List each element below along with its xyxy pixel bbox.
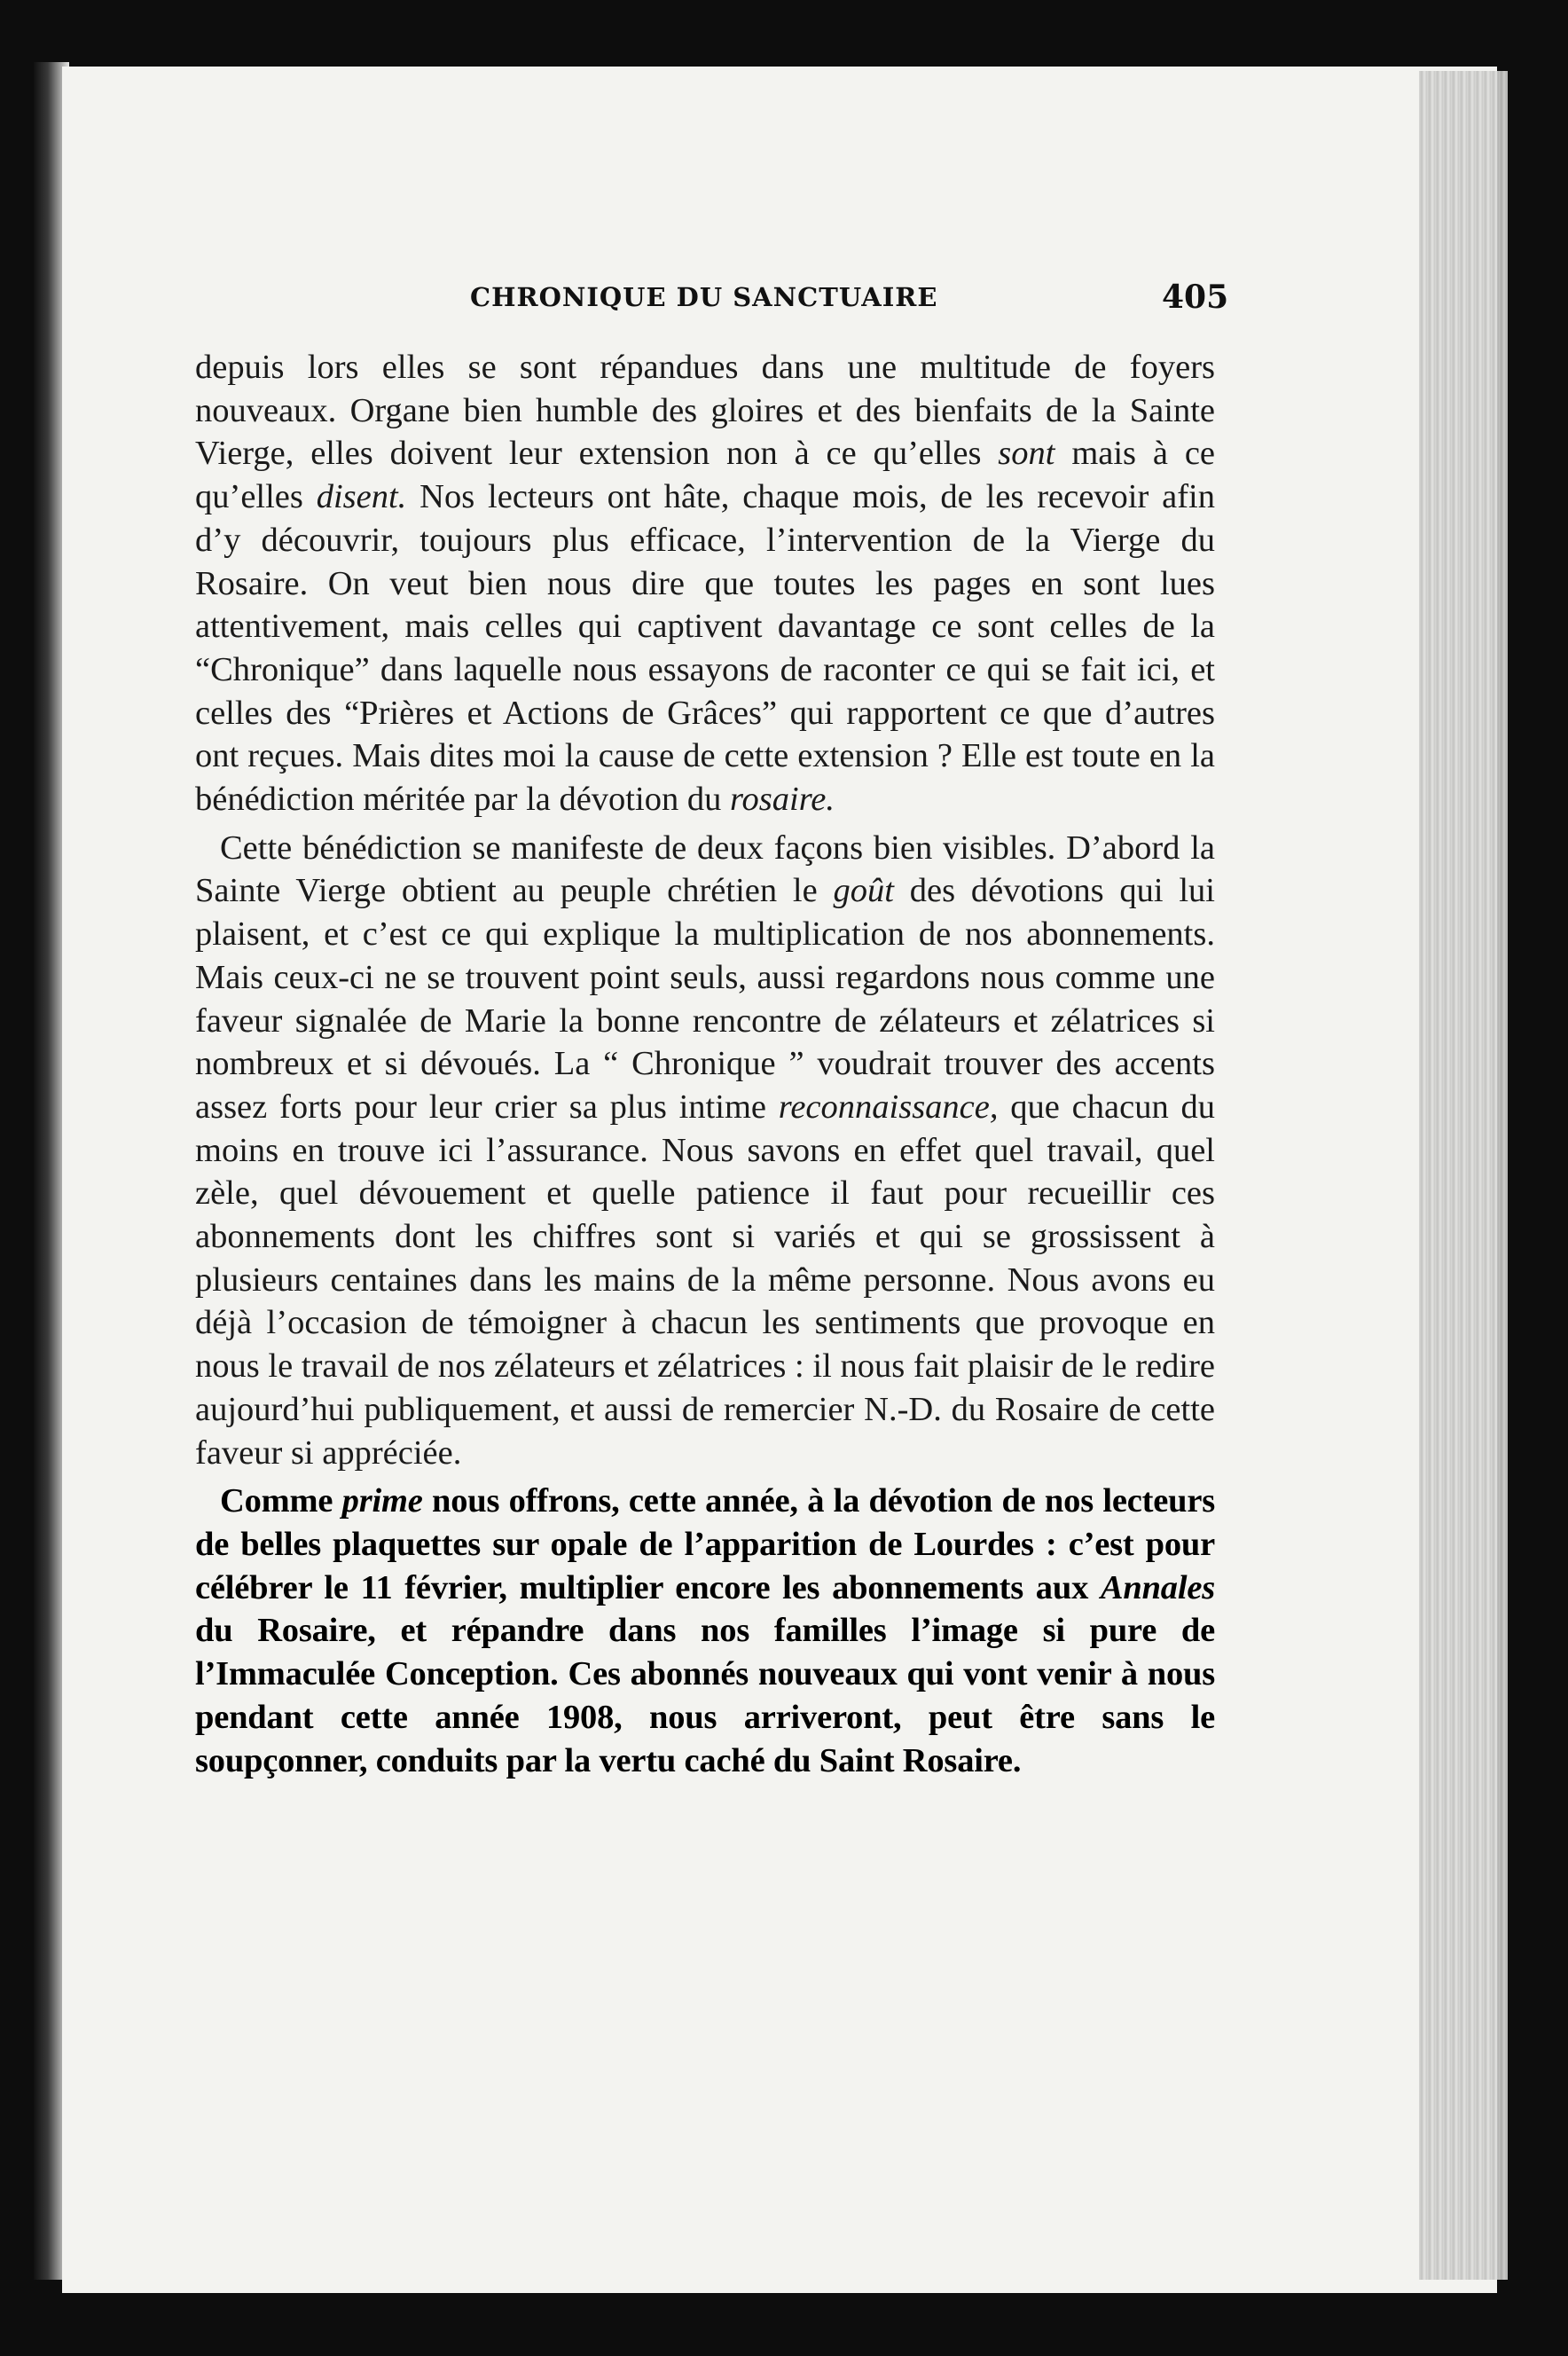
page-number: 405 (1162, 279, 1229, 316)
italic-word-prime: prime (341, 1482, 423, 1520)
paragraph-1-text: depuis lors elles se sont répandues dans une multitude de foyers nouveaux. Organe bien humble des gloires et des bienfaits de la Sainte Vierge, elles doivent leur extension non à ce qu’elles (195, 349, 1215, 473)
running-title: CHRONIQUE DU SANCTUAIRE (470, 282, 938, 312)
italic-word-gout: goût (833, 872, 894, 910)
paragraph-2 (195, 827, 1215, 1475)
paragraph-3 (195, 1480, 1215, 1782)
paragraph-2-text: Cette bénédiction se manifeste de deux façons bien visibles. D’abord la Sainte Vierge obtient au peuple chrétien le (195, 829, 1215, 910)
italic-word-annales: Annales (1100, 1568, 1215, 1606)
paragraph-1-text: Nos lecteurs ont hâte, chaque mois, de les recevoir afin d’y découvrir, toujours plus efficace, l’intervention de la Vierge du Rosaire. On veut bien nous dire que toutes les pages en sont lues attentivement, mais celles qui captivent davantage ce sont celles de la “Chronique” dans laquelle nous essayons de raconter ce qui se fait ici, et celles des “Prières et Actions de Grâces” qui rapportent ce que d’autres ont reçues. Mais dites moi la cause de cette extension ? Elle est toute en la bénédiction méritée par la dévotion du (195, 478, 1215, 819)
paragraph-1-text: mais à ce qu’elles (195, 435, 1215, 516)
italic-word-reconnaissance: reconnaissance, (778, 1088, 999, 1126)
paragraph-2-text: que chacun du moins en trouve ici l’assurance. Nous savons en effet quel travail, quel zèle, quel dévouement et quelle patience il faut pour recueillir ces abonnements dont les chiffres sont si variés et qui se grossissent à plusieurs centaines dans les mains de la même personne. Nous avons eu déjà l’occasion de témoigner à chacun les sentiments que provoque en nous le travail de nos zélateurs et zélatrices : il nous fait plaisir de le redire aujourd’hui publiquement, et aussi de remercier N.-D. du Rosaire de cette faveur si appréciée. (195, 1088, 1215, 1472)
italic-word-rosaire: rosaire. (729, 781, 835, 819)
italic-word-disent: disent. (316, 478, 407, 516)
paragraph-1 (195, 346, 1215, 821)
paragraph-3-text: nous offrons, cette année, à la dévotion de nos lecteurs de belles plaquettes sur opale de l’apparition de Lourdes : c’est pour célébrer le 11 février, multiplier encore les abonnements aux (195, 1482, 1215, 1606)
page-stack-edge (1419, 71, 1508, 2280)
paragraph-2-text: des dévotions qui lui plaisent, et c’est ce qui explique la multiplication de nos abonnements. Mais ceux-ci ne se trouvent point seuls, aussi regardons nous comme une faveur signalée de Marie la bonne rencontre de zélateurs et zélatrices si nombreux et si dévoués. La “ Chronique ” voudrait trouver des accents assez forts pour leur crier sa plus intime (195, 872, 1216, 1126)
paragraph-3-text: du Rosaire, et répandre dans nos familles l’image si pure de l’Immaculée Conception. Ces abonnés nouveaux qui vont venir à nous pendant cette année 1908, nous arriveront, peut être sans le soupçonner, conduits par la vertu caché du Saint Rosaire. (195, 1612, 1215, 1779)
italic-word-sont: sont (998, 435, 1055, 473)
body-text (195, 346, 1215, 1782)
paragraph-3-text: Comme (220, 1482, 342, 1520)
